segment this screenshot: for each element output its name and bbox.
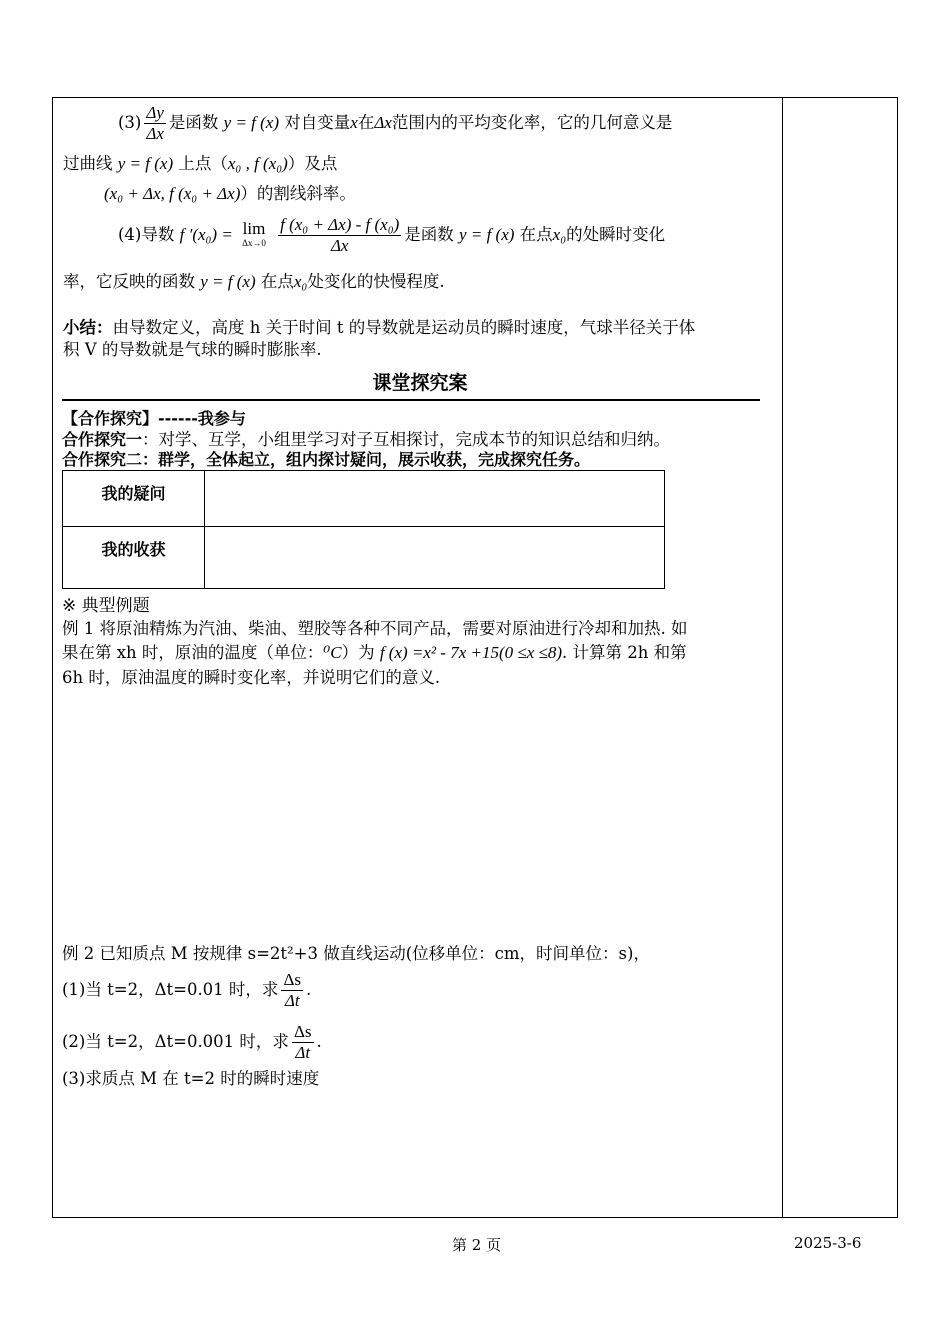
- item4-lim: [242, 218, 266, 250]
- coop-heading: 【合作探究】------我参与: [62, 409, 246, 428]
- item4-text1: 是函数: [404, 225, 454, 244]
- item4-line2: [63, 272, 445, 292]
- item3-label: (3): [118, 113, 142, 132]
- doubt-label: 我的疑问: [63, 471, 205, 527]
- item3-line3: [104, 184, 356, 204]
- example1-unit: ⁰C: [323, 643, 342, 662]
- table-row: [63, 471, 665, 527]
- frac-num: Δs: [283, 970, 301, 989]
- summary-text1: 由导数定义，高度 h 关于时间 t 的导数就是运动员的瞬时速度，气球半径关于体: [112, 318, 696, 337]
- footer-page-number: 第 2 页: [452, 1236, 502, 1254]
- item3-point2: (x₀ + Δx, f (x₀ + Δx): [104, 184, 241, 203]
- item4-label: (4)导数: [118, 225, 175, 244]
- item4-line1: [118, 213, 665, 257]
- gain-label: 我的收获: [63, 527, 205, 589]
- item3-text1: 是函数: [168, 113, 219, 132]
- item3-l2-func: y = f (x): [117, 154, 174, 173]
- qa-table: [62, 470, 665, 589]
- item4-l2-func: y = f (x): [200, 272, 256, 291]
- example1-l2-text1: 果在第 xh 时，原油的温度（单位：: [62, 643, 324, 662]
- item3-l2-text2: 上点（: [178, 154, 228, 173]
- example2-q1-text: (1)当 t=2，Δt=0.01 时，求: [62, 980, 279, 999]
- example2-q1-period: .: [306, 980, 312, 999]
- item3-fraction: [144, 103, 166, 144]
- summary-line2: 积 V 的导数就是气球的瞬时膨胀率.: [63, 340, 322, 359]
- item4-l2-x0: x₀: [293, 272, 308, 291]
- example1-formula: f (x) =x² - 7x +15(0 ≤x ≤8): [379, 643, 562, 662]
- footer-date: 2025-3-6: [794, 1234, 862, 1252]
- frac-num: Δs: [293, 1022, 312, 1041]
- item3-text4: 范围内的平均变化率，它的几何意义是: [391, 113, 673, 132]
- lim-text: lim: [242, 218, 266, 238]
- example2-q2: [62, 1020, 322, 1064]
- example1-l2-text3: . 计算第 2h 和第: [562, 643, 687, 662]
- example1-line3: 6h 时，原油温度的瞬时变化率，并说明它们的意义.: [62, 668, 441, 687]
- section-title: 课堂探究案: [372, 372, 468, 394]
- item3-point1: x₀ , f (x₀): [227, 154, 288, 173]
- item4-l2-text2: 在点: [260, 272, 294, 291]
- gain-cell[interactable]: [205, 527, 665, 589]
- frac-num: f (x₀ + Δx) - f (x₀): [280, 215, 400, 234]
- frac-den: Δt: [284, 991, 300, 1010]
- example2-q2-period: .: [316, 1032, 322, 1051]
- example1-line2: [62, 643, 687, 663]
- item3-text2: 对自变量: [284, 113, 351, 132]
- item3-var: x: [350, 113, 358, 132]
- example1-l2-text2: ）为: [341, 643, 375, 662]
- item3-l2-text1: 过曲线: [63, 154, 113, 173]
- item3-line2: [63, 154, 337, 174]
- example2-line1: 例 2 已知质点 M 按规律 s=2t²+3 做直线运动(位移单位：cm，时间单位：s)，: [62, 944, 650, 963]
- item3-line1: [118, 101, 672, 145]
- item3-text3: 在: [357, 113, 375, 132]
- table-row: [63, 527, 665, 589]
- item4-func: y = f (x): [459, 225, 515, 244]
- item3-l2-text3: ）及点: [287, 154, 338, 173]
- examples-heading: ※ 典型例题: [62, 596, 150, 616]
- item3-delta: Δx: [374, 113, 392, 132]
- frac-den: Δx: [330, 236, 349, 255]
- item4-l2-text1: 率，它反映的函数: [63, 272, 195, 291]
- frac-den: Δx: [146, 124, 164, 143]
- coop-line1-label: 合作探究一: [62, 430, 143, 449]
- item4-text3: 的处瞬时变化: [566, 225, 666, 244]
- summary-label: 小结：: [63, 318, 113, 337]
- example2-q1-fraction: [281, 970, 303, 1011]
- example2-q2-fraction: [292, 1022, 314, 1063]
- item4-text2: 在点: [519, 225, 553, 244]
- column-divider: [782, 97, 783, 1218]
- item4-l2-text3: 处变化的快慢程度.: [307, 272, 445, 291]
- frac-den: Δt: [295, 1043, 311, 1062]
- section-divider-line: [62, 399, 760, 401]
- example2-q1: [62, 968, 311, 1012]
- frac-num: Δy: [146, 103, 164, 122]
- coop-line2: 合作探究二：群学，全体起立，组内探讨疑问，展示收获，完成探究任务。: [62, 450, 591, 469]
- item3-l3-text: ）的割线斜率。: [240, 184, 356, 203]
- item4-x0: x₀: [552, 225, 567, 244]
- doubt-cell[interactable]: [205, 471, 665, 527]
- summary-line1: [63, 318, 695, 338]
- item4-deriv: f ′(x₀) =: [179, 225, 233, 244]
- coop-line1: [62, 431, 670, 449]
- example1-line1: 例 1 将原油精炼为汽油、柴油、塑胶等各种不同产品，需要对原油进行冷却和加热. 如: [62, 619, 688, 638]
- example2-q2-text: (2)当 t=2，Δt=0.001 时，求: [62, 1032, 289, 1051]
- example2-q3: (3)求质点 M 在 t=2 时的瞬时速度: [62, 1069, 320, 1088]
- lim-sub: Δx→0: [242, 237, 266, 248]
- item4-fraction: [278, 215, 401, 256]
- coop-line1-text: ：对学、互学，小组里学习对子互相探讨，完成本节的知识总结和归纳。: [142, 430, 671, 449]
- item3-func: y = f (x): [223, 113, 280, 132]
